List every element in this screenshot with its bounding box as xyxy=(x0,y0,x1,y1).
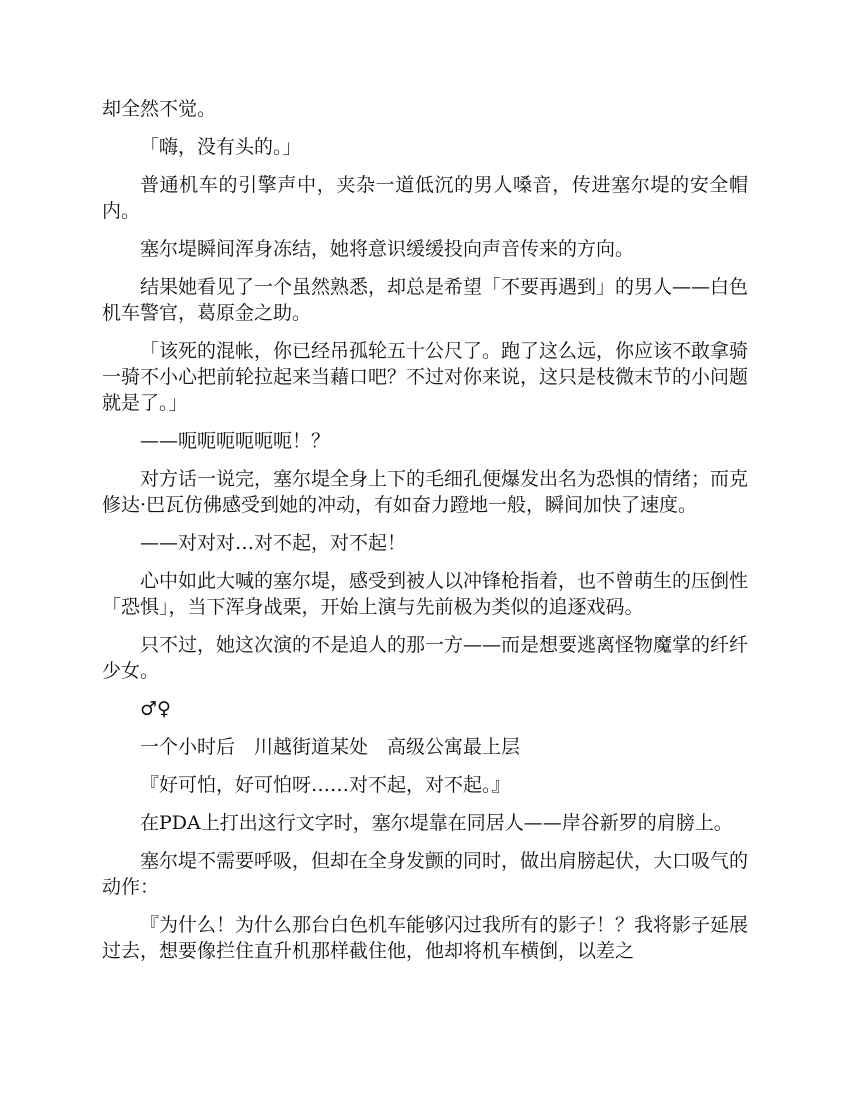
paragraph-continuation: 却全然不觉。 xyxy=(102,98,217,120)
paragraph: 塞尔堤不需要呼吸，但却在全身发颤的同时，做出肩膀起伏，大口吸气的动作： xyxy=(102,850,749,898)
paragraph: 心中如此大喊的塞尔堤，感受到被人以冲锋枪指着，也不曾萌生的压倒性「恐惧」，当下浑身战栗，开始上演与先前极为类似的追逐戏码。 xyxy=(102,570,749,618)
scene-heading: 一个小时后 川越街道某处 高级公寓最上层 xyxy=(140,736,521,758)
document-page xyxy=(102,96,748,976)
paragraph: ——对对对…对不起，对不起！ xyxy=(140,532,407,554)
paragraph: 普通机车的引擎声中，夹杂一道低沉的男人嗓音，传进塞尔堤的安全帽内。 xyxy=(102,174,748,222)
paragraph: 结果她看见了一个虽然熟悉，却总是希望「不要再遇到」的男人——白色机车警官，葛原金之助。 xyxy=(102,276,749,324)
paragraph: 『为什么！为什么那台白色机车能够闪过我所有的影子！？我将影子延展过去，想要像拦住直升机那样截住他，他却将机车横倒，以差之 xyxy=(102,914,749,962)
paragraph: 塞尔堤瞬间浑身冻结，她将意识缓缓投向声音传来的方向。 xyxy=(140,238,635,260)
paragraph: 「该死的混帐，你已经吊孤轮五十公尺了。跑了这么远，你应该不敢拿骑一骑不小心把前轮拉起来当藉口吧？不过对你来说，这只是枝微末节的小问题就是了。」 xyxy=(102,340,749,414)
paragraph: ——呃呃呃呃呃呃！？ xyxy=(140,430,331,452)
paragraph: 『好可怕，好可怕呀……对不起，对不起。』 xyxy=(140,774,511,796)
paragraph: 只不过，她这次演的不是追人的那一方——而是想要逃离怪物魔掌的纤纤少女。 xyxy=(102,634,749,682)
paragraph: 「嗨，没有头的。」 xyxy=(140,136,302,158)
paragraph: 对方话一说完，塞尔堤全身上下的毛细孔便爆发出名为恐惧的情绪；而克修达·巴瓦仿佛感受到她的冲动，有如奋力蹬地一般，瞬间加快了速度。 xyxy=(102,468,749,516)
paragraph: 在PDA上打出这行文字时，塞尔堤靠在同居人——岸谷新罗的肩膀上。 xyxy=(140,812,733,834)
section-break: ♂♀ xyxy=(140,698,171,720)
